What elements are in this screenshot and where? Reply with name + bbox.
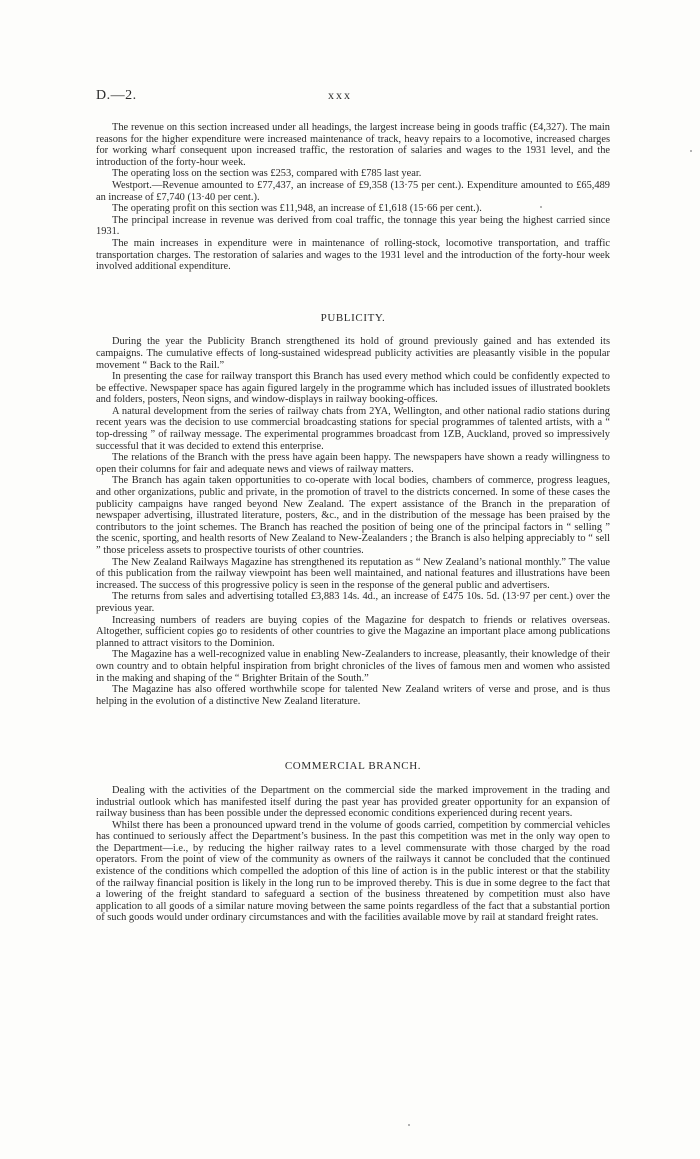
paragraph: The operating loss on the section was £253, compared with £785 last year. (112, 168, 422, 180)
paragraph: Increasing numbers of readers are buying copies of the Magazine for despatch to friends or relatives overseas. Altogether, sufficient copies go to residents of other countries to give the Magazine an important place among publications planned to attract visitors to the Dominion. (96, 614, 610, 649)
commercial-section (96, 785, 610, 924)
paragraph: The revenue on this section increased under all headings, the largest increase being in goods traffic (£4,327). The main reasons for the higher expenditure were increased maintenance of track, heavy repairs to a locomotive, increased charges for working wharf consequent upon increased traffic, the restoration of salaries and wages to the 1931 level, and the introduction of the forty-hour week. (96, 122, 610, 168)
paragraph: The returns from sales and advertising totalled £3,883 14s. 4d., an increase of £475 10s. 5d. (13·97 per cent.) over the previous year. (96, 591, 610, 614)
document-reference: D.—2. (96, 88, 137, 103)
paragraph: Westport.—Revenue amounted to £77,437, an increase of £9,358 (13·75 per cent.). Expenditure amounted to £65,489 an increase of £7,740 (13·40 per cent.). (96, 179, 610, 203)
paragraph: During the year the Publicity Branch strengthened its hold of ground previously gained and has extended its campaigns. The cumulative effects of long-sustained widespread publicity activities are pleasantly visible in the popular movement “ Back to the Rail.” (96, 336, 610, 371)
scan-speck (690, 150, 692, 152)
publicity-section (96, 336, 610, 707)
westport-section (96, 122, 610, 273)
scan-speck (408, 1124, 410, 1126)
paragraph: The Magazine has a well-recognized value in enabling New-Zealanders to increase, pleasantly, their knowledge of their own country and to obtain helpful inspiration from bright chronicles of the lives of famous men and women who assisted in the making and shaping of the “ Brighter Britain of the South.” (96, 649, 610, 684)
paragraph: In presenting the case for railway transport this Branch has used every method which could be confidently expected to be effective. Newspaper space has again figured largely in the programme which has included issues of illustrated booklets and folders, posters, Neon signs, and window-displays in railway booking-offices. (96, 371, 610, 406)
paragraph: The main increases in expenditure were in maintenance of rolling-stock, locomotive transportation, and traffic transportation charges. The restoration of salaries and wages to the 1931 level and the introduction of the forty-hour week involved additional expenditure. (96, 237, 610, 273)
paragraph: The relations of the Branch with the press have again been happy. The newspapers have shown a ready willingness to open their columns for fair and adequate news and views of railway matters. (96, 452, 610, 475)
paragraph: The Magazine has also offered worthwhile scope for talented New Zealand writers of verse and prose, and is thus helping in the evolution of a distinctive New Zealand literature. (96, 684, 610, 707)
paragraph: A natural development from the series of railway chats from 2YA, Wellington, and other national radio stations during recent years was the decision to use commercial broadcasting stations for special programmes of talented artists, with a “ top-dressing ” of railway message. The experimental programmes broadcast from 1ZB, Auckland, proved so impressively successful that it was decided to extend this enterprise. (96, 405, 610, 452)
paragraph: The operating profit on this section was £11,948, an increase of £1,618 (15·66 per cent.). (112, 203, 482, 215)
paragraph: Whilst there has been a pronounced upward trend in the volume of goods carried, competition by commercial vehicles has continued to seriously affect the Department’s business. In the past this competition was met in the only way open to the Department—i.e., by reducing the higher railway rates to a level commensurate with those charged by the road operators. From the point of view of the community as owners of the railways it cannot be concluded that the continued existence of the conditions which compelled the adoption of this line of action is in the public interest or that the stability of the railway financial position is likely in the long run to be improved thereby. This is due in some degree to the fact that a lowering of the freight standard to safeguard a section of the business threatened by competition must also have application to all goods of a similar nature moving between the same points regardless of the fact that a substantial portion of such goods would under ordinary circumstances and with the facilities available move by rail at standard freight rates. (96, 819, 610, 924)
paragraph: The New Zealand Railways Magazine has strengthened its reputation as “ New Zealand’s national monthly.” The value of this publication from the railway viewpoint has been well maintained, and national features and illustrations have been increased. The success of this progressive policy is seen in the response of the general public and advertisers. (96, 556, 610, 591)
scan-speck (540, 206, 542, 208)
page-number: xxx (328, 88, 352, 102)
paragraph: The Branch has again taken opportunities to co-operate with local bodies, chambers of commerce, progress leagues, and other organizations, public and private, in the promotion of travel to the districts concerned. In some of these cases the publicity campaigns have ranged beyond New Zealand. The expert assistance of the Branch in the preparation of newspaper advertising, illustrated literature, posters, &c., and in the distribution of the message has been praised by the contributors to the joint schemes. The Branch has reached the position of being one of the principal factors in “ selling ” the scenic, sporting, and health resorts of New Zealand to New-Zealanders ; the Branch is also helping appreciably to “ sell ” those priceless assets to prospective tourists of other countries. (96, 475, 610, 556)
paragraph: Dealing with the activities of the Department on the commercial side the marked improvement in the trading and industrial outlook which has manifested itself during the past year has provided greater opportunity for an expansion of railway business than has been possible under the depressed economic conditions experienced during recent years. (96, 784, 610, 820)
paragraph: The principal increase in revenue was derived from coal traffic, the tonnage this year being the highest carried since 1931. (96, 214, 610, 238)
document-body (96, 122, 610, 924)
section-heading-commercial: COMMERCIAL BRANCH. (284, 760, 422, 773)
page-header (96, 88, 610, 108)
section-heading-publicity: PUBLICITY. (320, 311, 386, 324)
